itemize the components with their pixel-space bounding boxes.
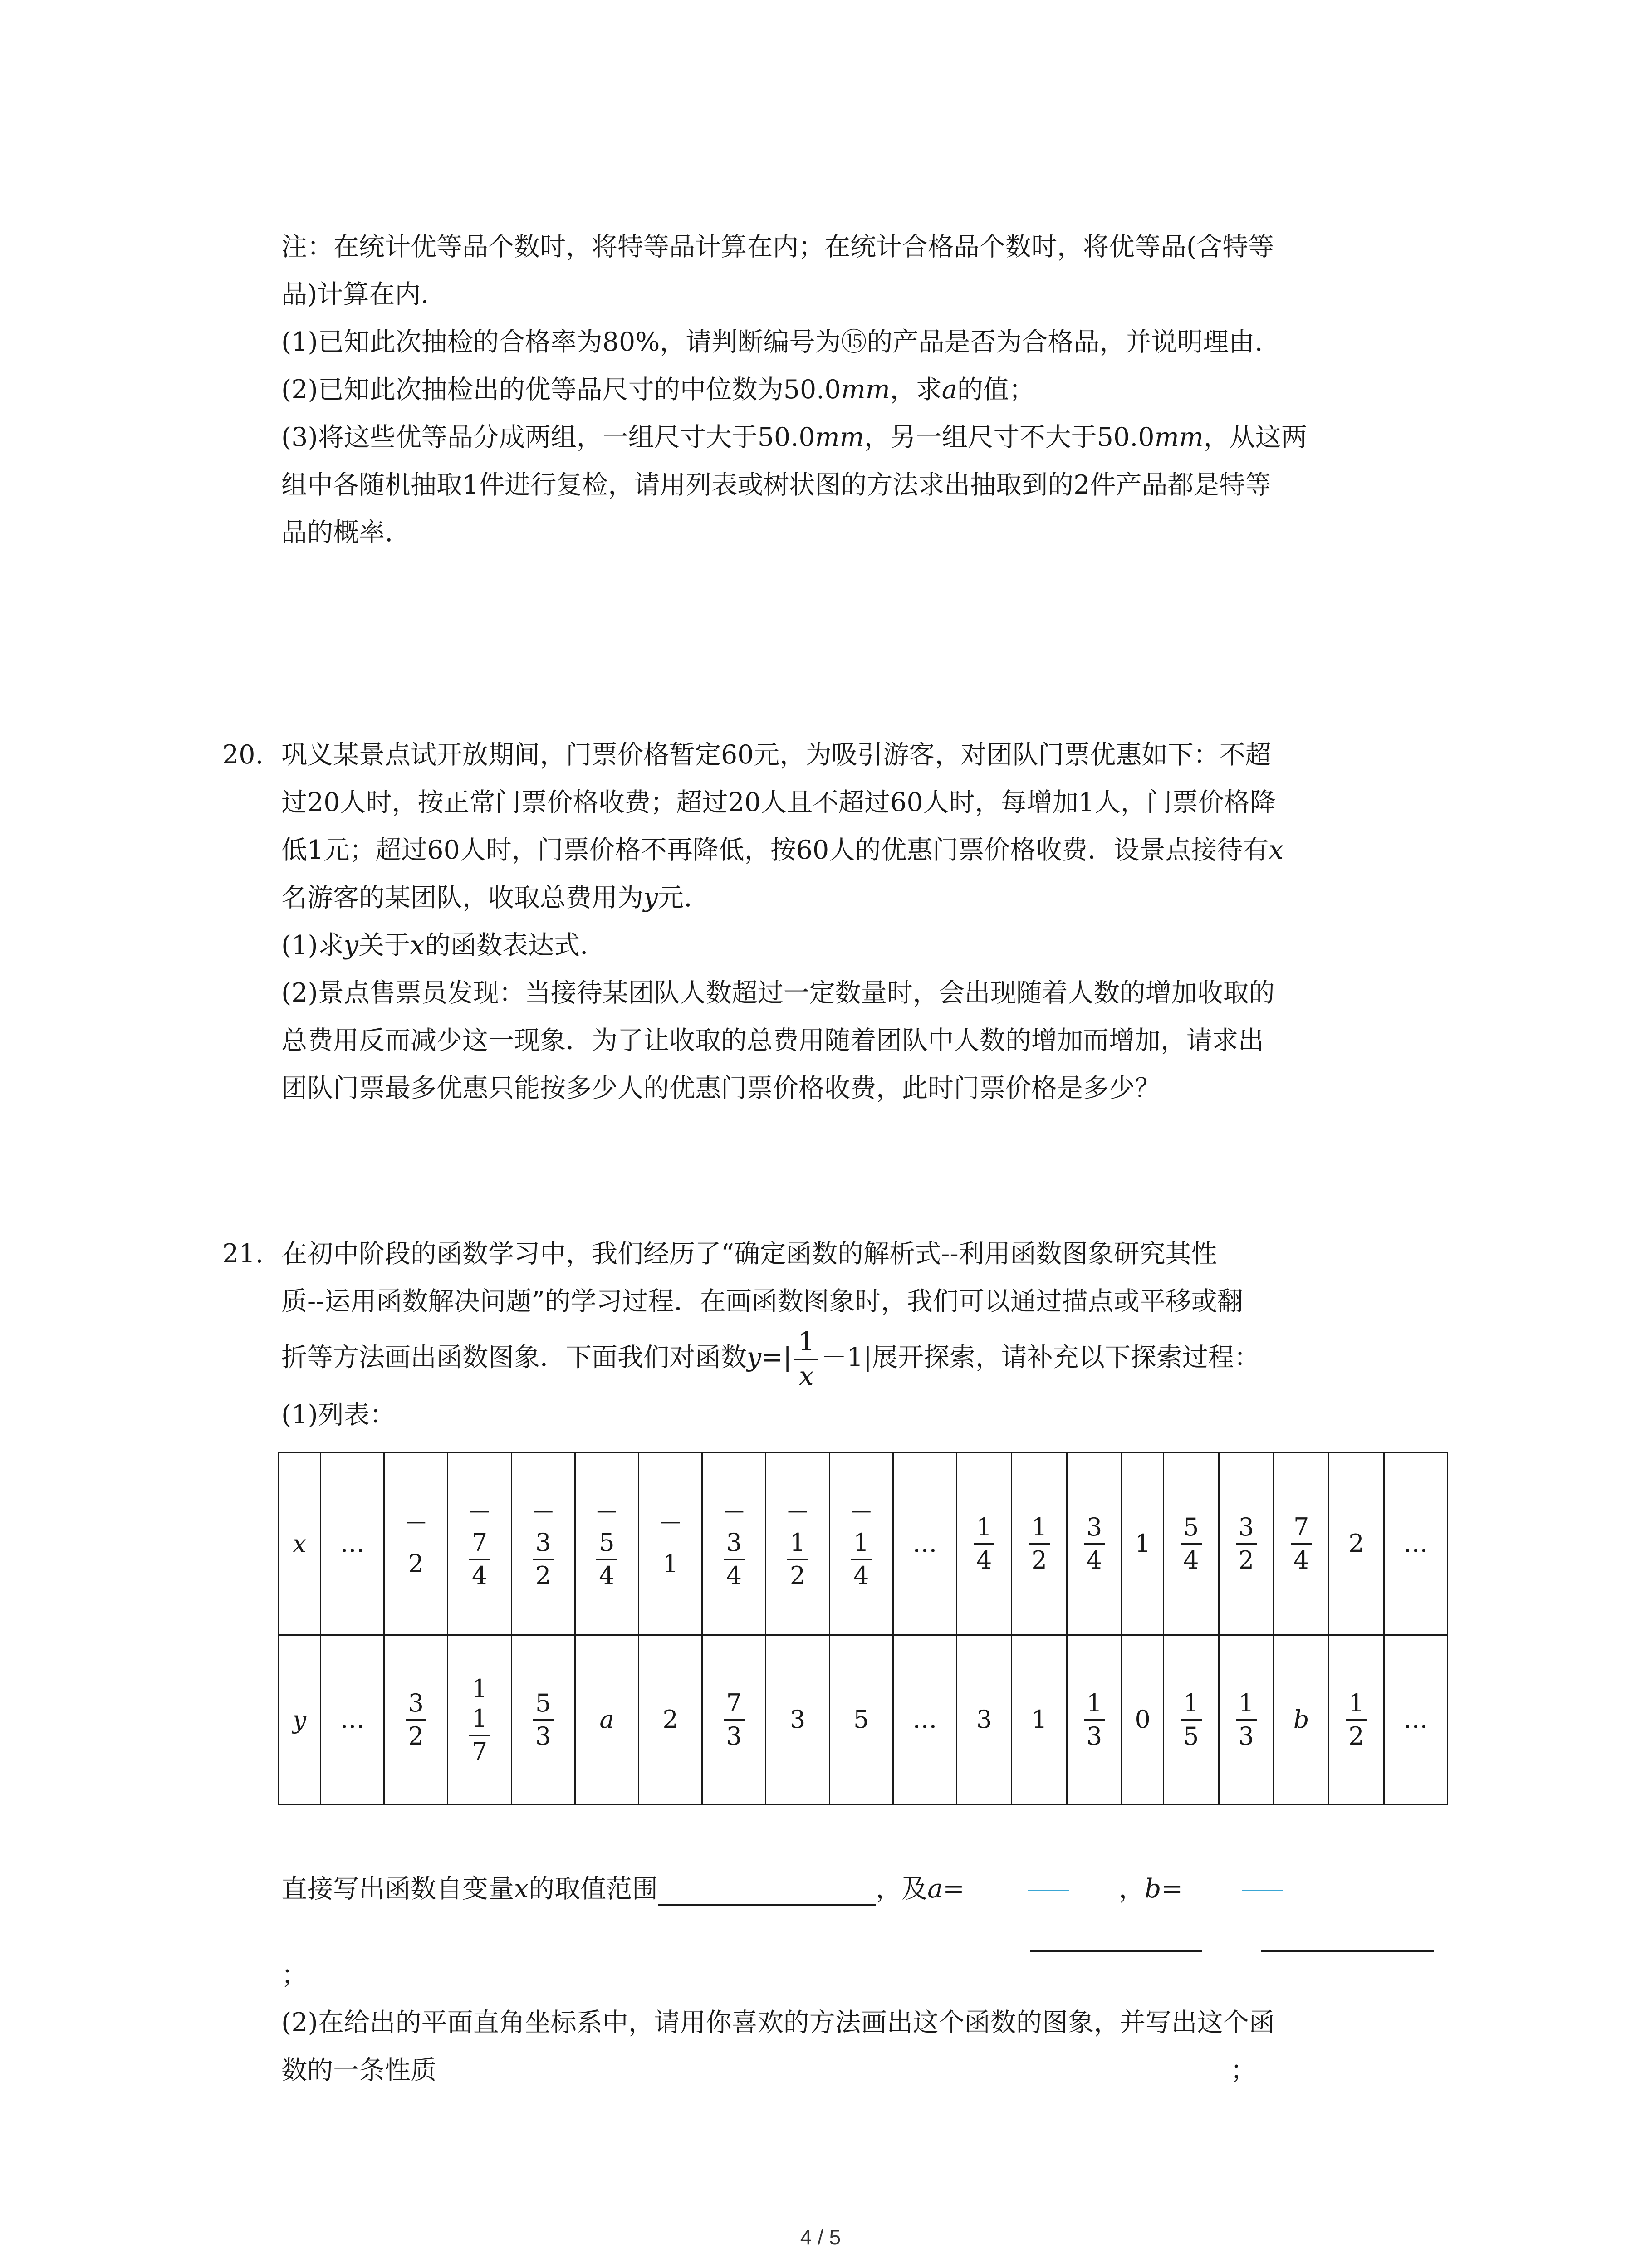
table-header-x: x bbox=[279, 1452, 321, 1635]
q21-line1: 在初中阶段的函数学习中，我们经历了“确定函数的解析式--利用函数图象研究其性 bbox=[281, 1239, 1217, 1269]
table-header-y: y bbox=[279, 1635, 321, 1804]
q20-sub2-line3: 团队门票最多优惠只能按多少人的优惠门票价格收费，此时门票价格是多少？ bbox=[281, 1073, 1161, 1103]
q21-fill-semicolon: ； bbox=[281, 1960, 307, 1990]
x-row-cell: 7 4 bbox=[1274, 1452, 1328, 1635]
q21-line3: 折等方法画出函数图象．下面我们对函数y=| $\frac{1}{x}$ －1|展开探索，请补充以下探索过程： bbox=[281, 1327, 1260, 1391]
q20-sub2-line2: 总费用反而减少这一现象．为了让收取的总费用随着团队中人数的增加而增加，请求出 bbox=[281, 1026, 1264, 1056]
x-row-cell: 1 2 bbox=[1012, 1452, 1067, 1635]
q19-note-line1: 注：在统计优等品个数时，将特等品计算在内；在统计合格品个数时，将优等品(含特等 bbox=[281, 232, 1274, 262]
q19-part3-line2: 组中各随机抽取1件进行复检，请用列表或树状图的方法求出抽取到的2件产品都是特等 bbox=[281, 470, 1271, 500]
x-row-cell: － 1 4 bbox=[829, 1452, 893, 1635]
y-row-cell: b bbox=[1274, 1635, 1328, 1804]
a-answer-blank[interactable] bbox=[1030, 1950, 1202, 1952]
a-answer-mark bbox=[1028, 1890, 1069, 1891]
x-row-cell: － 1 2 bbox=[766, 1452, 829, 1635]
q20-number: 20. bbox=[222, 740, 264, 770]
table-row-x bbox=[279, 1452, 1448, 1635]
y-row-cell: 1 1 7 bbox=[448, 1635, 511, 1804]
q20-line4: 名游客的某团队，收取总费用为y元. bbox=[281, 883, 692, 913]
b-answer-blank[interactable] bbox=[1261, 1950, 1434, 1952]
value-table bbox=[278, 1452, 1448, 1805]
y-row-cell: 2 bbox=[639, 1635, 702, 1804]
x-row-cell: － 1 bbox=[639, 1452, 702, 1635]
x-row-cell: … bbox=[1384, 1452, 1447, 1635]
q20-sub2-line1: (2)景点售票员发现：当接待某团队人数超过一定数量时，会出现随着人数的增加收取的 bbox=[281, 978, 1275, 1008]
x-row-cell: － 3 4 bbox=[702, 1452, 766, 1635]
x-row-cell: 1 4 bbox=[957, 1452, 1012, 1635]
q21-sub1-label: (1)列表： bbox=[281, 1400, 396, 1430]
page-number: 4 / 5 bbox=[800, 2225, 841, 2249]
q19-part3-line1: (3)将这些优等品分成两组，一组尺寸大于50.0mm，另一组尺寸不大于50.0mm，从这两 bbox=[281, 422, 1307, 452]
y-row-cell: 0 bbox=[1122, 1635, 1164, 1804]
y-row-cell: … bbox=[321, 1635, 384, 1804]
q20-line1: 巩义某景点试开放期间，门票价格暂定60元，为吸引游客，对团队门票优惠如下：不超 bbox=[281, 740, 1271, 770]
q19-part1: (1)已知此次抽检的合格率为80%，请判断编号为⑮的产品是否为合格品，并说明理由. bbox=[281, 327, 1263, 357]
x-row-cell: 5 4 bbox=[1164, 1452, 1219, 1635]
y-row-cell: 5 bbox=[829, 1635, 893, 1804]
q21-line2: 质--运用函数解决问题”的学习过程．在画函数图象时，我们可以通过描点或平移或翻 bbox=[281, 1286, 1243, 1316]
y-row-cell: 1 5 bbox=[1164, 1635, 1219, 1804]
b-answer-mark bbox=[1242, 1890, 1283, 1891]
q21-number: 21. bbox=[222, 1239, 264, 1269]
q19-part3-line3: 品的概率. bbox=[281, 518, 393, 547]
circled-number: ⑮ bbox=[841, 327, 867, 357]
y-row-cell: 5 3 bbox=[511, 1635, 575, 1804]
x-row-cell: 3 4 bbox=[1067, 1452, 1122, 1635]
q21-sub2-line1: (2)在给出的平面直角坐标系中，请用你喜欢的方法画出这个函数的图象，并写出这个函 bbox=[281, 2008, 1275, 2038]
q21-fill-line: 直接写出函数自变量x的取值范围 ，及a= ，b= bbox=[281, 1873, 1461, 1906]
q19-note-line2: 品)计算在内. bbox=[281, 279, 429, 309]
x-row-cell: － 2 bbox=[384, 1452, 448, 1635]
domain-answer-blank[interactable] bbox=[658, 1873, 876, 1906]
x-row-cell: － 7 4 bbox=[448, 1452, 511, 1635]
y-row-cell: 3 bbox=[766, 1635, 829, 1804]
y-row-cell: … bbox=[1384, 1635, 1447, 1804]
x-row-cell: … bbox=[893, 1452, 956, 1635]
q21-sub2-line2: 数的一条性质 ； bbox=[281, 2055, 1256, 2085]
x-row-cell: － 3 2 bbox=[511, 1452, 575, 1635]
y-row-cell: 1 2 bbox=[1329, 1635, 1384, 1804]
y-row-cell: … bbox=[893, 1635, 956, 1804]
q19-part2: (2)已知此次抽检出的优等品尺寸的中位数为50.0mm，求a的值； bbox=[281, 375, 1035, 405]
y-row-cell: 3 2 bbox=[384, 1635, 448, 1804]
y-row-cell: 1 bbox=[1012, 1635, 1067, 1804]
x-row-cell: 1 bbox=[1122, 1452, 1164, 1635]
q20-line2: 过20人时，按正常门票价格收费；超过20人且不超过60人时，每增加1人，门票价格降 bbox=[281, 787, 1276, 817]
x-row-cell: … bbox=[321, 1452, 384, 1635]
x-row-cell: 3 2 bbox=[1219, 1452, 1274, 1635]
q20-sub1: (1)求y关于x的函数表达式. bbox=[281, 930, 588, 960]
y-row-cell: 1 3 bbox=[1067, 1635, 1122, 1804]
y-row-cell: 1 3 bbox=[1219, 1635, 1274, 1804]
function-fraction: $\frac{1}{x}$ bbox=[794, 1329, 818, 1389]
table-row-y bbox=[279, 1635, 1448, 1804]
y-row-cell: a bbox=[575, 1635, 638, 1804]
y-row-cell: 7 3 bbox=[702, 1635, 766, 1804]
q20-line3: 低1元；超过60人时，门票价格不再降低，按60人的优惠门票价格收费．设景点接待有x bbox=[281, 835, 1283, 865]
x-row-cell: 2 bbox=[1329, 1452, 1384, 1635]
y-row-cell: 3 bbox=[957, 1635, 1012, 1804]
x-row-cell: － 5 4 bbox=[575, 1452, 638, 1635]
